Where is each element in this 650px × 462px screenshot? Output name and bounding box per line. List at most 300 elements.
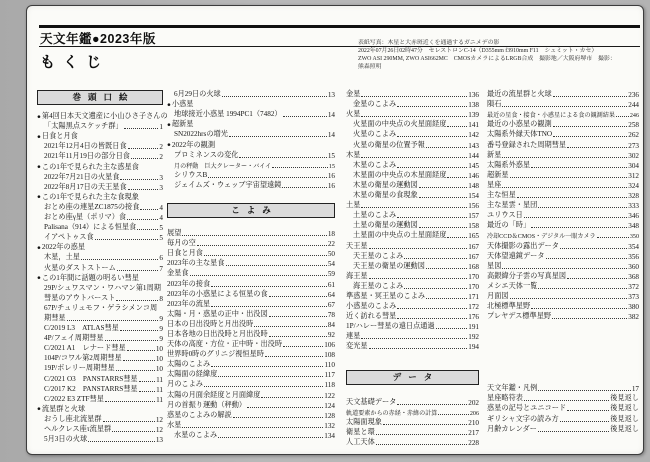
toc-page-number: 128	[324, 411, 335, 420]
toc-entry	[167, 268, 335, 278]
toc-entry	[37, 434, 163, 444]
toc-entry-label: 最近の「時」	[487, 221, 531, 230]
toc-page-number: 157	[468, 212, 479, 221]
toc-entry-label: おうし座北流星群	[44, 414, 102, 423]
toc-page-number: 後見返し	[610, 404, 639, 413]
dotted-leader	[567, 147, 627, 148]
toc-entry	[346, 281, 479, 291]
book-page	[26, 5, 644, 455]
dotted-leader	[597, 237, 629, 238]
toc-page-number: 236	[628, 91, 639, 100]
toc-entry-label: Palisana（914）による恒星食	[44, 223, 137, 232]
dotted-leader	[397, 404, 467, 405]
toc-entry-label: C/2017 K2 PANSTARRS彗星	[44, 384, 138, 393]
toc-page-number: 273	[628, 141, 639, 150]
toc-page-number: 144	[468, 151, 479, 160]
toc-entry	[346, 109, 479, 119]
toc-entry	[487, 200, 639, 210]
toc-page-number: 167	[468, 242, 479, 251]
toc-page-number: 350	[629, 234, 639, 241]
toc-page-number: 170	[468, 272, 479, 281]
toc-entry	[37, 262, 163, 272]
dotted-leader	[524, 217, 627, 218]
dotted-leader	[397, 106, 467, 107]
toc-entry-label: 隕石	[487, 100, 502, 109]
dotted-leader	[81, 259, 158, 260]
dotted-leader	[538, 390, 630, 391]
credit-line: 2022年07月26日02時47分 セレストロンC-14（D355mm f3910mm F11 シュミット・カセ）	[358, 48, 598, 55]
toc-entry	[167, 349, 335, 359]
bullet-icon: ●	[37, 405, 41, 413]
toc-entry	[37, 232, 163, 242]
toc-entry	[487, 220, 639, 230]
toc-entry-label: 2022年7月21日の火星食	[44, 172, 120, 181]
toc-entry	[346, 261, 479, 271]
toc-entry	[167, 119, 335, 129]
dotted-leader	[204, 386, 324, 387]
toc-entry-label: 2021年11月19日の部分日食	[44, 152, 130, 161]
toc-entry	[37, 363, 163, 373]
toc-entry	[346, 210, 479, 220]
toc-page-number: 360	[628, 262, 639, 271]
section-header-box: 巻頭口絵	[37, 90, 163, 105]
toc-entry-label: 2023年の主な星食	[167, 259, 225, 268]
toc-entry	[487, 261, 639, 271]
toc-entry-label: SN2022hrsの増光	[174, 130, 228, 139]
dotted-leader	[553, 136, 627, 137]
toc-entry	[167, 139, 335, 149]
toc-entry	[167, 109, 335, 119]
toc-entry	[167, 228, 335, 238]
toc-entry-label: 土星面の中央点の土星面経度	[353, 231, 447, 240]
toc-entry-label: 土星の衛星の運動図	[353, 221, 418, 230]
toc-entry-label: 水星のこよみ	[174, 430, 218, 439]
dotted-leader	[397, 217, 467, 218]
dotted-leader	[369, 348, 468, 349]
toc-entry-label: この1年で見られた主な食現象	[41, 192, 139, 201]
toc-page-number: 134	[324, 431, 335, 440]
toc-page-number: 368	[628, 272, 639, 281]
dotted-leader	[67, 320, 159, 321]
toc-entry	[346, 190, 479, 200]
toc-page-number: 後見返し	[610, 414, 639, 423]
toc-entry	[167, 339, 335, 349]
toc-page-number: 5	[159, 224, 163, 233]
toc-entry-label: C/2019 L3 ATLAS彗星	[44, 324, 119, 333]
credit-line: ZWO ASI 290MM, ZWO ASI662MC CMOSカメラによるLRGB合成 撮影地／大阪府堺市 撮影：	[358, 56, 616, 63]
toc-entry-label: 地球接近小惑星 1994PC1（7482）	[174, 110, 282, 119]
toc-entry	[346, 129, 479, 139]
toc-entry	[346, 240, 479, 250]
dotted-leader	[560, 421, 610, 422]
toc-entry-label: 日本各地の日出没時と月出没時	[167, 329, 268, 338]
dotted-leader	[117, 270, 159, 271]
toc-entry	[346, 301, 479, 311]
toc-entry-label: 4P/フェイ周期彗星	[44, 334, 104, 343]
toc-entry	[487, 240, 639, 250]
dotted-leader	[88, 441, 155, 442]
toc-entry-label: 5月3日の火球	[44, 435, 88, 444]
toc-entry	[346, 291, 479, 301]
toc-entry	[37, 202, 163, 212]
dotted-leader	[567, 278, 627, 279]
toc-entry-label: 月の秤動 巨大クレーター・バイイ	[174, 163, 272, 170]
toc-page-number: 202	[468, 398, 479, 407]
toc-entry	[167, 238, 335, 248]
toc-entry	[167, 369, 335, 379]
toc-entry-label: この1年間に話題の明るい彗星	[41, 273, 139, 282]
toc-page-number: 15	[327, 151, 335, 160]
dotted-leader	[233, 417, 324, 418]
dotted-leader	[204, 255, 327, 256]
toc-entry	[37, 172, 163, 182]
toc-entry-label: 衛星と環	[346, 427, 375, 436]
toc-column-4	[487, 89, 639, 434]
dotted-leader	[269, 316, 327, 317]
toc-entry	[37, 353, 163, 363]
toc-entry-label: 惑星のこよみの解説	[167, 410, 232, 419]
toc-entry-label: 最近の小惑星の観測	[487, 120, 552, 129]
bullet-icon: ●	[37, 193, 41, 201]
toc-entry	[37, 151, 163, 161]
toc-page-number: 9	[159, 335, 163, 344]
dotted-leader	[438, 414, 468, 415]
toc-entry-label: 人工天体	[346, 437, 375, 446]
toc-entry-label: 月の首振り運動（秤動）	[167, 400, 247, 409]
toc-entry	[487, 150, 639, 160]
dotted-leader	[447, 126, 467, 127]
toc-page-number: 22	[327, 240, 335, 249]
toc-page-number: 11	[156, 395, 163, 404]
toc-page-number: 3	[159, 173, 163, 182]
toc-entry-label: 木星の衛星の運動図	[353, 180, 418, 189]
toc-page-number: 10	[155, 345, 163, 354]
toc-page-number: 110	[324, 361, 335, 370]
dotted-leader	[419, 197, 468, 198]
toc-page-number: 146	[468, 171, 479, 180]
toc-page-number: 117	[324, 371, 335, 380]
toc-page-number: 348	[628, 222, 639, 231]
toc-page-number: 139	[468, 111, 479, 120]
toc-entry	[346, 170, 479, 180]
toc-page-number: 246	[629, 113, 639, 120]
toc-entry	[487, 230, 639, 240]
toc-entry	[167, 150, 335, 160]
toc-page-number: 17	[631, 385, 639, 394]
toc-page-number: 67	[327, 300, 335, 309]
dotted-leader	[502, 106, 627, 107]
toc-entry	[346, 150, 479, 160]
dotted-leader	[261, 397, 323, 398]
toc-entry-label: シリウスB	[174, 170, 208, 179]
toc-page-number: 244	[628, 101, 639, 110]
toc-page-number: 191	[468, 323, 479, 332]
toc-entry-label: 「太陽黒点スケッチ群」	[44, 122, 123, 131]
dotted-leader	[376, 444, 467, 445]
dotted-leader	[247, 407, 323, 408]
toc-entry	[37, 273, 163, 283]
toc-page-number: 346	[628, 212, 639, 221]
dotted-leader	[546, 258, 628, 259]
toc-entry-label: 2022年の惑星	[41, 243, 86, 252]
toc-entry-label: 天王星のこよみ	[353, 251, 404, 260]
credit-line: 熊森照明	[358, 64, 382, 71]
toc-entry	[37, 303, 163, 313]
toc-page-number: 7	[159, 264, 163, 273]
toc-entry	[346, 341, 479, 351]
toc-entry	[487, 170, 639, 180]
toc-entry-label: 天文基礎データ	[346, 397, 397, 406]
cover-photo-credit	[358, 39, 644, 71]
toc-entry	[346, 321, 479, 331]
toc-page-number: 11	[156, 375, 163, 384]
dotted-leader	[538, 431, 609, 432]
toc-entry	[167, 359, 335, 369]
toc-entry-label: 太陽系外惑星	[487, 160, 531, 169]
toc-entry-label: 第4回日本天文遺産に小山ひさ子さんの	[41, 112, 168, 121]
dotted-leader	[127, 350, 155, 351]
toc-page-number: 168	[468, 262, 479, 271]
toc-page-number: 124	[324, 401, 335, 410]
dotted-leader	[369, 278, 468, 279]
toc-entry-label: 木星	[346, 150, 361, 159]
toc-page-number: 217	[468, 428, 479, 437]
dotted-leader	[140, 209, 158, 210]
toc-entry-label: 超新星	[487, 170, 509, 179]
toc-entry-label: 天体望遠鏡データ	[487, 251, 545, 260]
dotted-leader	[103, 421, 155, 422]
dotted-leader	[538, 207, 627, 208]
dotted-leader	[553, 126, 628, 127]
toc-entry-label: 67P/チュリュモフ・ゲラシメンコ周	[44, 303, 158, 312]
section-header-box: こよみ	[167, 203, 335, 218]
dotted-leader	[95, 239, 159, 240]
toc-entry-label: 超新星	[171, 120, 194, 129]
toc-page-number: 15	[328, 163, 335, 170]
bullet-icon: ●	[37, 133, 41, 141]
toc-entry	[346, 160, 479, 170]
toc-entry	[37, 242, 163, 252]
toc-column-2	[167, 89, 335, 440]
toc-entry-label: 土星のこよみ	[353, 211, 397, 220]
bullet-icon: ●	[37, 274, 41, 282]
toc-entry	[37, 404, 163, 414]
toc-page-number: 354	[628, 242, 639, 251]
dotted-leader	[361, 96, 467, 97]
toc-entry-label: C/2021 O3 PANSTARRS彗星	[44, 374, 138, 383]
toc-page-number: 10	[155, 365, 163, 374]
toc-entry-label: 主な恒星	[487, 191, 516, 200]
dotted-leader	[376, 434, 467, 435]
toc-page-number: 106	[324, 341, 335, 350]
dotted-leader	[502, 157, 627, 158]
toc-page-number: 302	[628, 151, 639, 160]
toc-entry-label: 火星面の中央点の火星面経度	[353, 120, 447, 129]
toc-page-number: 9	[159, 314, 163, 323]
toc-entry	[487, 251, 639, 261]
dotted-leader	[616, 116, 629, 117]
dotted-leader	[190, 275, 327, 276]
toc-entry-label: 木星，土星	[44, 253, 80, 262]
toc-entry	[167, 258, 335, 268]
toc-page-number: 192	[468, 333, 479, 342]
toc-entry	[37, 252, 163, 262]
toc-entry-label: 流星群と火球	[41, 404, 86, 413]
toc-page-number: 後見返し	[610, 394, 639, 403]
toc-entry-label: 展望	[167, 229, 182, 238]
toc-entry	[487, 311, 639, 321]
toc-entry	[487, 383, 639, 393]
toc-column-1	[37, 89, 168, 445]
toc-entry-label: 星図	[487, 261, 502, 270]
dotted-leader	[137, 229, 158, 230]
toc-entry	[167, 278, 335, 288]
toc-entry-label: 天王星の衛星の運動図	[353, 261, 425, 270]
spacer	[346, 351, 479, 369]
dotted-leader	[510, 298, 628, 299]
dotted-leader	[120, 330, 159, 331]
toc-page-number: 11	[156, 385, 163, 394]
toc-page-number: 14	[327, 131, 335, 140]
dotted-leader	[139, 391, 155, 392]
toc-entry	[167, 289, 335, 299]
bullet-icon: ●	[37, 113, 41, 121]
toc-page-number: 61	[327, 280, 335, 289]
toc-entry	[167, 89, 335, 99]
toc-entry	[37, 313, 163, 323]
dotted-leader	[139, 381, 155, 382]
toc-entry	[167, 248, 335, 258]
spacer	[487, 321, 639, 383]
toc-page-number: 4	[159, 214, 163, 223]
toc-entry-label: 変光星	[346, 342, 368, 351]
dotted-leader	[269, 296, 327, 297]
toc-page-number: 118	[324, 381, 335, 390]
toc-page-number: 171	[468, 292, 479, 301]
toc-entry-label: 太陽のこよみ	[167, 360, 211, 369]
toc-page-number: 324	[628, 181, 639, 190]
toc-entry	[167, 420, 335, 430]
dotted-leader	[211, 286, 327, 287]
toc-entry	[346, 89, 479, 99]
toc-entry	[346, 99, 479, 109]
dotted-leader	[369, 248, 468, 249]
toc-entry	[346, 417, 479, 427]
toc-entry-label: 土星	[346, 201, 361, 210]
dotted-leader	[531, 308, 627, 309]
toc-page-number: 258	[628, 121, 639, 130]
section-header-box: データ	[346, 370, 479, 385]
toc-entry	[487, 129, 639, 139]
toc-page-number: 143	[468, 141, 479, 150]
toc-entry	[37, 323, 163, 333]
toc-entry	[346, 437, 479, 447]
toc-entry	[346, 407, 479, 417]
toc-entry-label: 日食と月食	[41, 132, 78, 141]
toc-entry-label: 29P/シュワスマン・ワハマン第1周期	[44, 283, 161, 292]
toc-entry	[167, 329, 335, 339]
toc-page-number: 262	[628, 131, 639, 140]
toc-entry-label: 2023年の接食	[167, 279, 211, 288]
toc-entry	[167, 299, 335, 309]
dotted-leader	[208, 177, 326, 178]
toc-entry-label: 太陽系外縁天体TNO	[487, 130, 553, 139]
toc-entry	[487, 210, 639, 220]
toc-entry-label: 2023年の流星	[167, 299, 211, 308]
dotted-leader	[502, 187, 627, 188]
toc-entry	[487, 413, 639, 423]
toc-entry-label: 小惑星のこよみ	[346, 302, 397, 311]
dotted-leader	[116, 300, 158, 301]
toc-page-number: 356	[628, 252, 639, 261]
toc-entry-label: 木星の衛星の食現象	[353, 191, 418, 200]
toc-entry-label: 1P/ハレー彗星の遠日点通過	[346, 322, 435, 331]
toc-entry	[487, 139, 639, 149]
toc-entry	[487, 190, 639, 200]
toc-entry	[346, 119, 479, 129]
toc-page-number: 13	[327, 91, 335, 100]
dotted-leader	[531, 167, 627, 168]
toc-page-number: 145	[468, 161, 479, 170]
dotted-leader	[361, 338, 467, 339]
toc-entry	[487, 281, 639, 291]
dotted-leader	[120, 179, 158, 180]
toc-page-number: 54	[327, 260, 335, 269]
toc-entry-label: 火星のダストストーム	[44, 263, 116, 272]
toc-page-number: 176	[468, 313, 479, 322]
dotted-leader	[397, 167, 467, 168]
toc-entry-label: 月のこよみ	[167, 380, 203, 389]
toc-page-number: 16	[327, 171, 335, 180]
toc-entry-label: ヘルクレス座τ流星群	[44, 425, 112, 433]
toc-entry-label: 天体撮影の露出データ	[487, 241, 559, 250]
toc-entry-label: 星座	[487, 180, 502, 189]
toc-page-number: 156	[468, 202, 479, 211]
toc-entry-label: 太陽面現象	[346, 417, 382, 426]
spacer	[167, 190, 335, 202]
toc-page-number: 328	[628, 192, 639, 201]
toc-entry	[167, 160, 335, 170]
toc-entry	[37, 212, 163, 222]
toc-page-number: 9	[159, 325, 163, 334]
toc-page-number: 138	[468, 101, 479, 110]
toc-entry-label: プロミネンスの変化	[174, 150, 239, 159]
toc-entry	[37, 293, 163, 303]
toc-entry	[487, 271, 639, 281]
dotted-leader	[361, 207, 467, 208]
toc-entry	[37, 424, 163, 434]
toc-entry-label: 軌道要素からの赤経・赤緯の計算	[346, 410, 438, 417]
toc-entry	[487, 424, 639, 434]
toc-entry-label: この1年で見られた主な惑星食	[41, 162, 139, 171]
dotted-leader	[128, 189, 159, 190]
toc-entry-label: 天文年鑑・凡例	[487, 384, 538, 393]
toc-page-number: 8	[159, 294, 163, 303]
toc-entry-label: 太陽面の経緯度	[167, 370, 218, 379]
toc-entry-label: 木星面の中央点の木星面経度	[353, 170, 447, 179]
toc-entry	[167, 379, 335, 389]
dotted-leader	[272, 167, 328, 168]
dotted-leader	[361, 157, 467, 158]
toc-entry	[167, 309, 335, 319]
dotted-leader	[560, 248, 627, 249]
toc-page-number: 136	[468, 91, 479, 100]
toc-entry	[37, 373, 163, 383]
dotted-leader	[567, 410, 609, 411]
toc-entry	[346, 220, 479, 230]
toc-page-number: 84	[327, 320, 335, 329]
toc-entry	[487, 180, 639, 190]
